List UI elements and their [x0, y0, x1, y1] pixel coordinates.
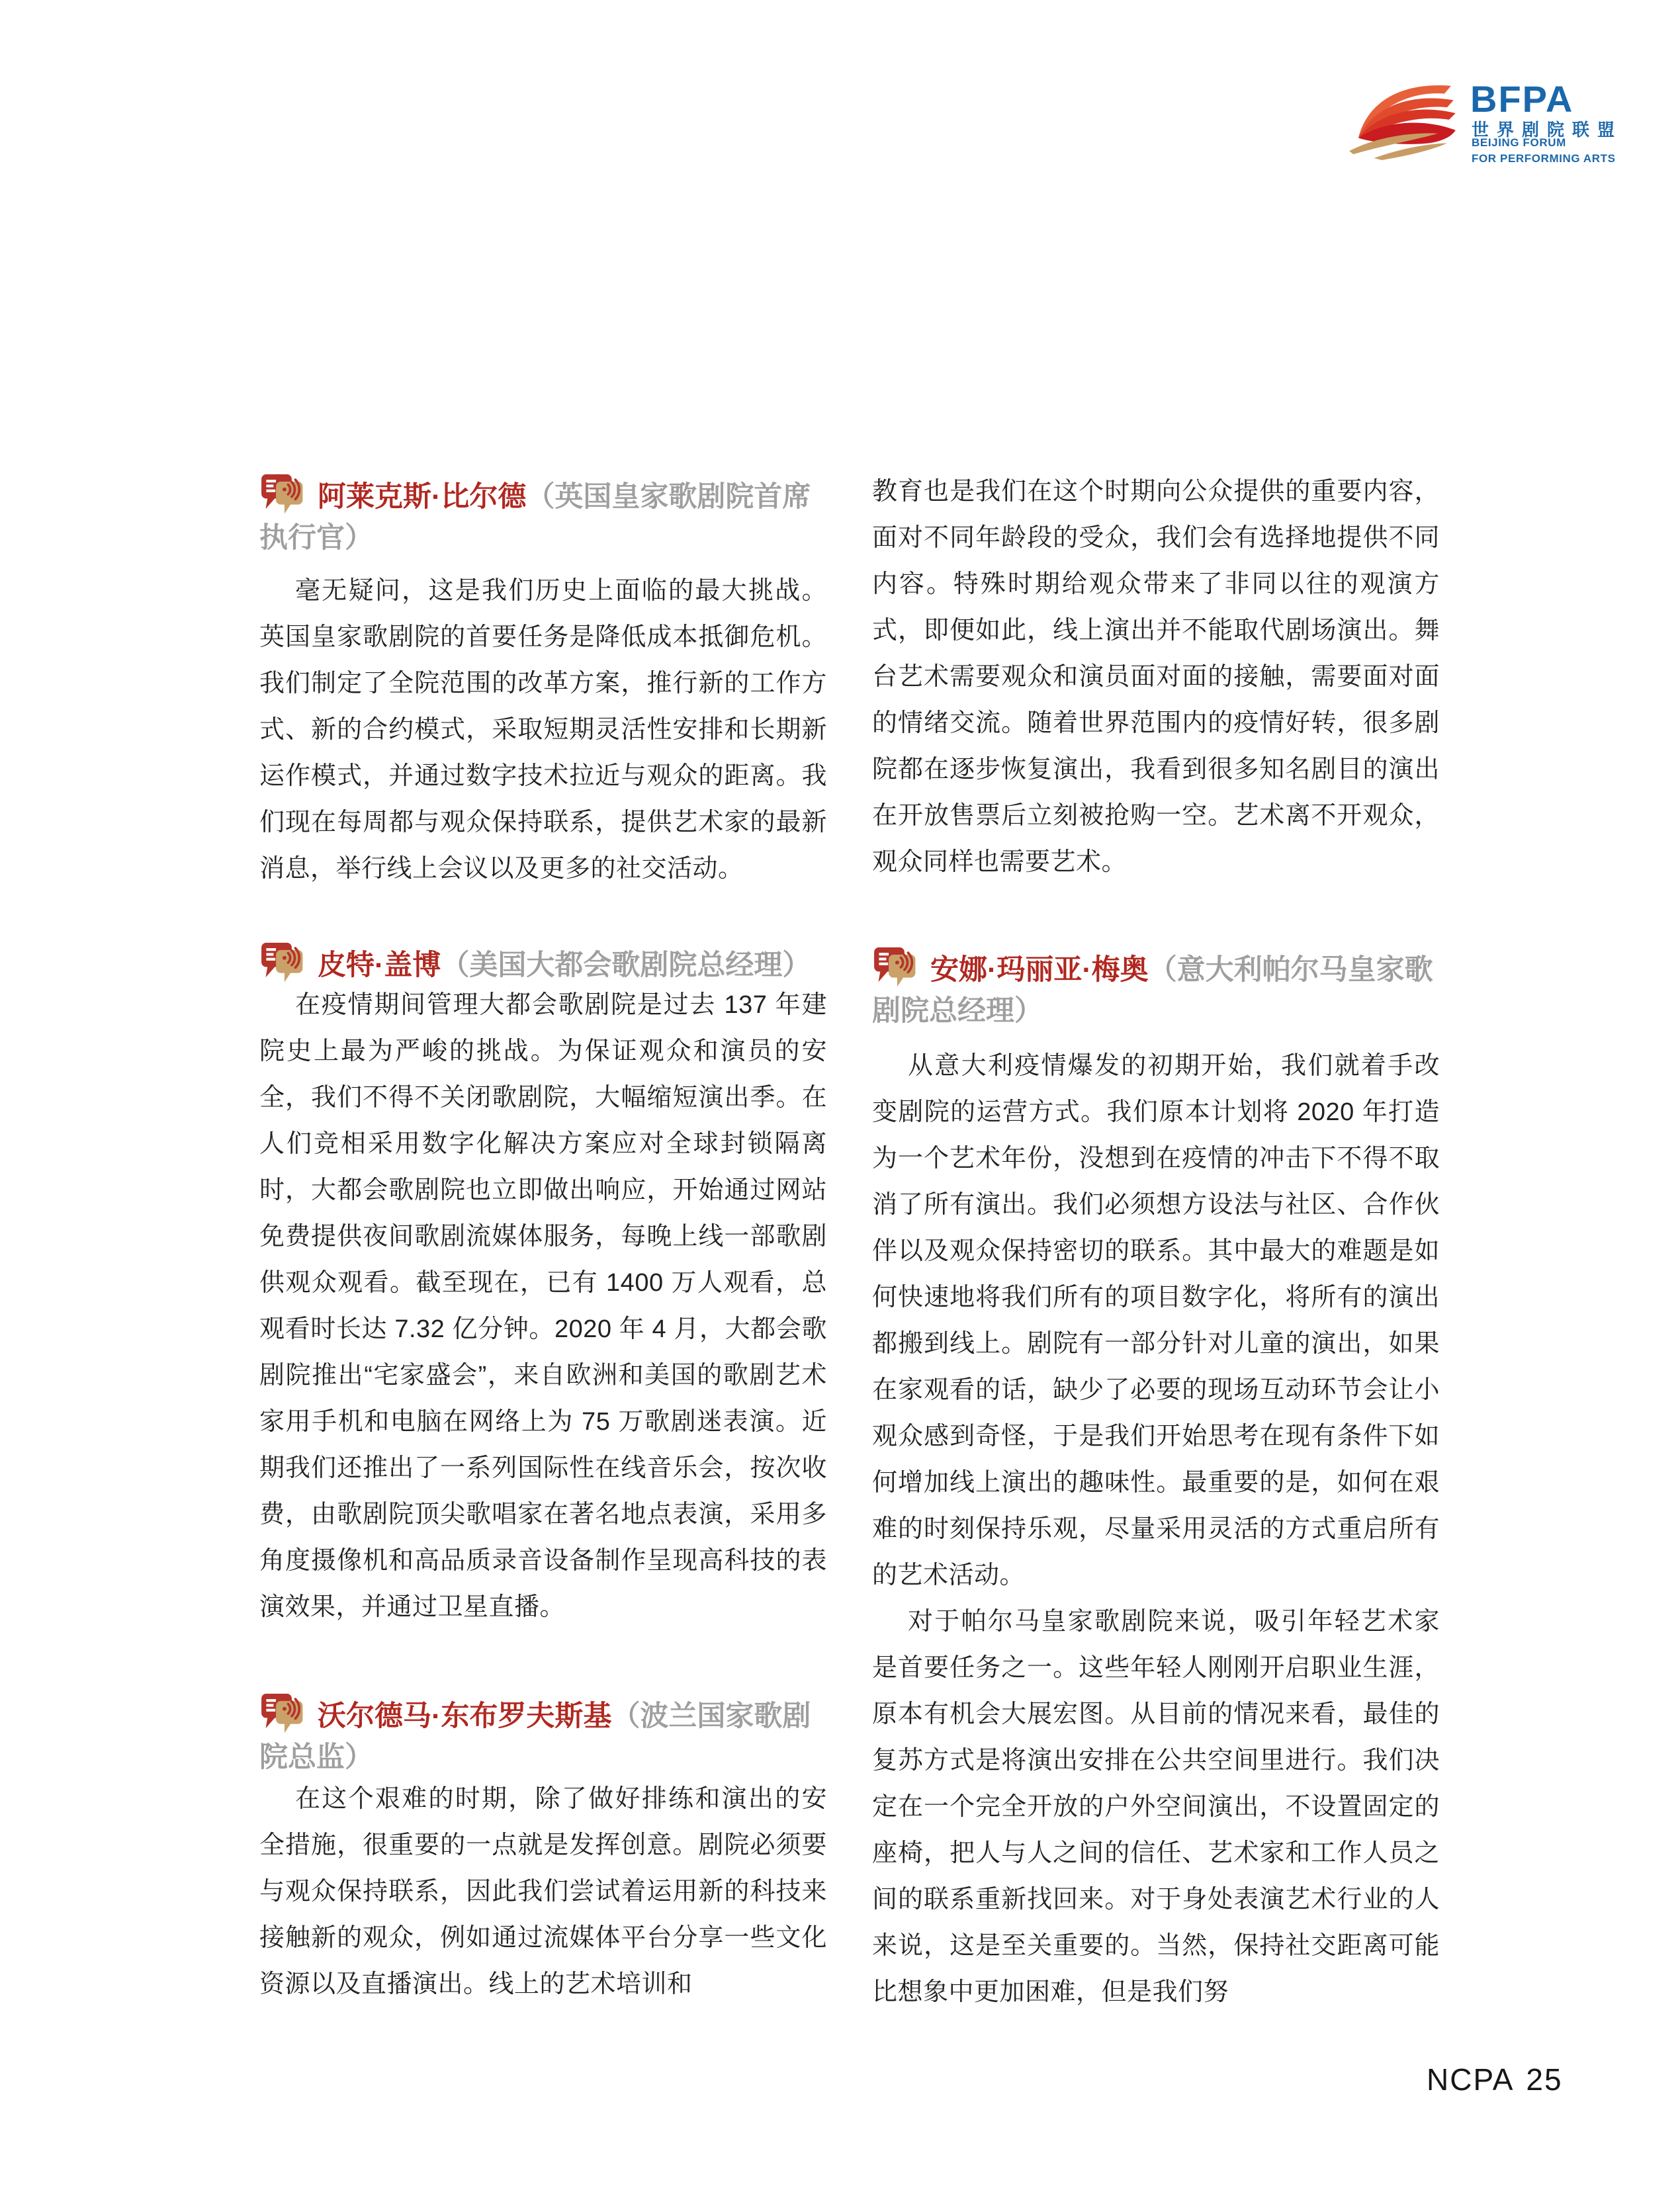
left-column: [259, 0, 827, 2188]
speaker-affiliation: （英国皇家歌剧院首席执行官）: [259, 481, 811, 554]
page-number: 25: [1526, 2062, 1563, 2097]
logo-english-line1: BEIJING FORUM: [1472, 136, 1566, 149]
logo-acronym: BFPA: [1470, 78, 1574, 120]
body-paragraph: 教育也是我们在这个时期向公众提供的重要内容，面对不同年龄段的受众，我们会有选择地提供不同内容。特殊时期给观众带来了非同以往的观演方式，即便如此，线上演出并不能取代剧场演出。舞台艺术需要观众和演员面对面的接触，需要面对面的情绪交流。随着世界范围内的疫情好转，很多剧院都在逐步恢复演出，我看到很多知名剧目的演出在开放售票后立刻被抢购一空。艺术离不开观众，观众同样也需要艺术。: [872, 478, 1440, 876]
speaker-heading: [259, 1692, 827, 1778]
logo-chinese-name: 世界剧院联盟: [1472, 120, 1623, 140]
body-paragraph: 对于帕尔马皇家歌剧院来说，吸引年轻艺术家是首要任务之一。这些年轻人刚刚开启职业生涯，原本有机会大展宏图。从目前的情况来看，最佳的复苏方式是将演出安排在公共空间里进行。我们决定在一个完全开放的户外空间演出，不设置固定的座椅，把人与人之间的信任、艺术家和工作人员之间的联系重新找回来。对于身处表演艺术行业的人来说，这是至关重要的。当然，保持社交距离可能比想象中更加困难，但是我们努: [872, 1608, 1440, 2006]
speaker-heading: [259, 473, 827, 558]
speech-bubbles-broadcast-icon: [259, 473, 308, 517]
speaker-affiliation: （意大利帕尔马皇家歌剧院总经理）: [872, 954, 1433, 1027]
speaker-name: 沃尔德马·东布罗夫斯基: [318, 1700, 612, 1732]
speech-bubbles-broadcast-icon: [259, 941, 308, 985]
speaker-name: 皮特·盖博: [318, 949, 441, 981]
speaker-heading: [872, 946, 1440, 1031]
journal-name: NCPA: [1427, 2062, 1515, 2097]
speech-bubbles-broadcast-icon: [872, 946, 921, 990]
body-paragraph: 毫无疑问，这是我们历史上面临的最大挑战。英国皇家歌剧院的首要任务是降低成本抵御危机。我们制定了全院范围的改革方案，推行新的工作方式、新的合约模式，采取短期灵活性安排和长期新运作模式，并通过数字技术拉近与观众的距离。我们现在每周都与观众保持联系，提供艺术家的最新消息，举行线上会议以及更多的社交活动。: [259, 577, 827, 883]
logo-english-line2: FOR PERFORMING ARTS: [1472, 152, 1616, 165]
page-footer: [1427, 2062, 1563, 2097]
speaker-heading: [259, 941, 827, 986]
speaker-affiliation: （美国大都会歌剧院总经理）: [441, 949, 811, 981]
speaker-affiliation: （波兰国家歌剧院总监）: [259, 1700, 811, 1773]
body-paragraph: 在这个艰难的时期，除了做好排练和演出的安全措施，很重要的一点就是发挥创意。剧院必须要与观众保持联系，因此我们尝试着运用新的科技来接触新的观众，例如通过流媒体平台分享一些文化资源以及直播演出。线上的艺术培训和: [259, 1785, 827, 1998]
speaker-name: 阿莱克斯·比尔德: [318, 481, 527, 513]
body-paragraph: 在疫情期间管理大都会歌剧院是过去 137 年建院史上最为严峻的挑战。为保证观众和演员的安全，我们不得不关闭歌剧院，大幅缩短演出季。在人们竞相采用数字化解决方案应对全球封锁隔离时，大都会歌剧院也立即做出响应，开始通过网站免费提供夜间歌剧流媒体服务，每晚上线一部歌剧供观众观看。截至现在，已有 1400 万人观看，总观看时长达 7.32 亿分钟。2020 年 4 月，大都会歌剧院推出“宅家盛会”，来自欧洲和美国的歌剧艺术家用手机和电脑在网络上为 75 万歌剧迷表演。近期我们还推出了一系列国际性在线音乐会，按次收费，由歌剧院顶尖歌唱家在著名地点表演，采用多角度摄像机和高品质录音设备制作呈现高科技的表演效果，并通过卫星直播。: [259, 991, 827, 1621]
right-column: [872, 0, 1440, 2188]
speech-bubbles-broadcast-icon: [259, 1692, 308, 1736]
speaker-name: 安娜·玛丽亚·梅奥: [930, 954, 1149, 986]
body-paragraph: 从意大利疫情爆发的初期开始，我们就着手改变剧院的运营方式。我们原本计划将 2020 年打造为一个艺术年份，没想到在疫情的冲击下不得不取消了所有演出。我们必须想方设法与社区、合作伙伴以及观众保持密切的联系。其中最大的难题是如何快速地将我们所有的项目数字化，将所有的演出都搬到线上。剧院有一部分针对儿童的演出，如果在家观看的话，缺少了必要的现场互动环节会让小观众感到奇怪，于是我们开始思考在现有条件下如何增加线上演出的趣味性。最重要的是，如何在艰难的时刻保持乐观，尽量采用灵活的方式重启所有的艺术活动。: [872, 1052, 1440, 1589]
